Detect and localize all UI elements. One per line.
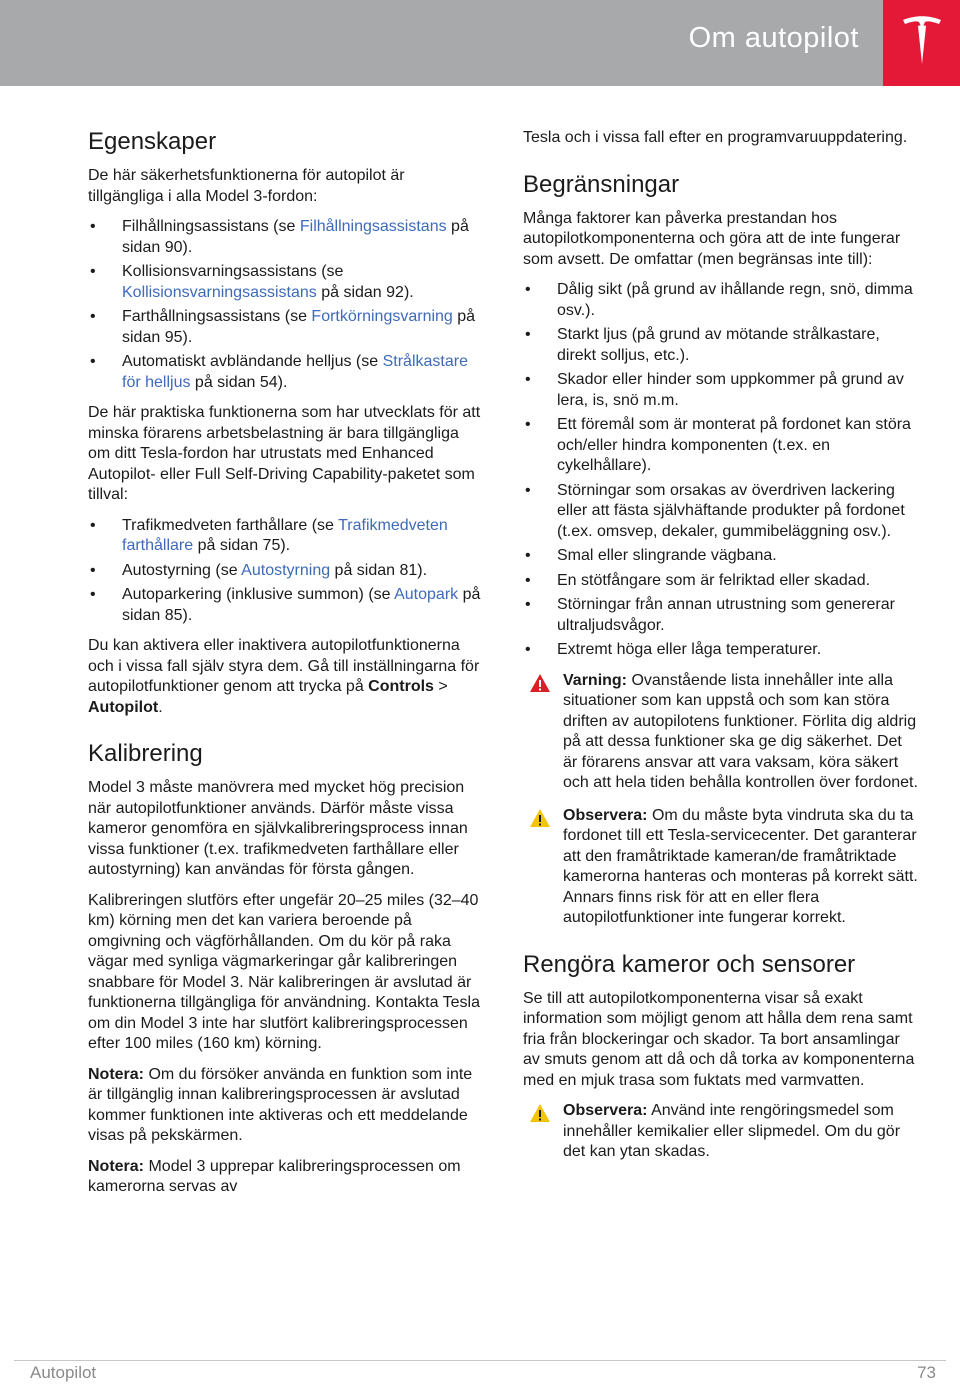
caution-label: Observera: <box>563 806 648 824</box>
list-item: • Smal eller slingrande vägbana. <box>523 546 918 567</box>
begransningar-heading: Begränsningar <box>523 170 680 198</box>
link-autopark[interactable]: Autopark <box>394 586 459 603</box>
caution-icon <box>529 808 551 828</box>
practical-intro: De här praktiska funktionerna som har utvecklats för att minska förarens arbetsbelastning är bara tillgängliga om ditt Tesla-fordon har utrustats med Enhanced Autopilot- eller Full Self-Driving Capability-paketet som tillval: <box>88 404 481 503</box>
kalibrering-paragraph-2: Kalibreringen slutförs efter ungefär 20–25 miles (32–40 km) körning men det kan variera beroende på omgivning och vägförhållanden. Om du kör på raka vägar med synliga vägmarkeringar går kalibreringen snabbare för Model 3. När kalibreringen är avslutad är funktionerna tillgängliga för användning. Kontakta Tesla om din Model 3 inte har slutfört kalibreringsprocessen efter 100 miles (160 km) körning. <box>88 891 480 1052</box>
tesla-logo-icon <box>901 14 943 70</box>
list-item: • En stötfångare som är felriktad eller skadad. <box>523 571 918 592</box>
list-item: • Farthållningsassistans (se Fortkörningsvarning på sidan 95). <box>88 307 483 348</box>
egenskaper-heading: Egenskaper <box>88 128 217 155</box>
brand-logo <box>883 0 960 86</box>
page-number: 73 <box>917 1363 936 1382</box>
list-item: • Kollisionsvarningsassistans (se Kollisionsvarningsassistans på sidan 92). <box>88 262 483 303</box>
footer-section: Autopilot <box>30 1363 97 1382</box>
footer-divider <box>14 1360 946 1361</box>
autopilot-label: Autopilot <box>88 698 159 716</box>
list-item: • Starkt ljus (på grund av mötande strålkastare, direkt solljus, etc.). <box>523 325 918 366</box>
caution-notice: Observera: Använd inte rengöringsmedel som innehåller kemikalier eller slipmedel. Om du gör det kan ytan skadas. <box>523 1101 918 1163</box>
link-filhallningsassistans[interactable]: Filhållningsassistans <box>299 218 447 235</box>
note-1: Notera: Om du försöker använda en funktion som inte är tillgänglig innan kalibreringsprocessen är avslutad kommer funktionen inte aktiveras och ett meddelande visas på pekskärmen. <box>88 1065 473 1144</box>
kalibrering-paragraph-1: Model 3 måste manövrera med mycket hög precision när autopilotfunktioner används. Därför måste vissa kameror genomföra en självkalibreringsprocess innan vissa funktioner (t.ex. trafikmedveten farthållare eller autostyrning) kan användas för första gången. <box>88 779 468 878</box>
warning-icon <box>529 673 551 693</box>
link-autostyrning[interactable]: Autostyrning <box>241 561 331 579</box>
continuation-text: Tesla och i vissa fall efter en programvaruuppdatering. <box>523 129 908 146</box>
kalibrering-heading: Kalibrering <box>88 740 203 767</box>
left-column <box>88 128 483 1208</box>
link-kollisionsvarningsassistans[interactable]: Kollisionsvarningsassistans <box>122 283 317 301</box>
link-trafikmedveten-farthallare[interactable]: Trafikmedveten farthållare <box>122 516 448 554</box>
caution-label: Observera: <box>563 1102 648 1119</box>
cleaning-heading: Rengöra kameror och sensorer <box>523 950 856 978</box>
page-title: Om autopilot <box>688 22 859 54</box>
right-column <box>523 128 918 1175</box>
safety-features-list <box>88 217 483 393</box>
link-fortkorningsvarning[interactable]: Fortkörningsvarning <box>311 308 453 325</box>
egenskaper-intro: De här säkerhetsfunktionerna för autopilot är tillgängliga i alla Model 3-fordon: <box>88 167 405 205</box>
list-item: • Dålig sikt (på grund av ihållande regn, snö, dimma osv.). <box>523 280 918 321</box>
list-item: • Trafikmedveten farthållare (se Trafikmedveten farthållare på sidan 75). <box>88 516 483 557</box>
note-label: Notera: <box>88 1065 145 1083</box>
list-item: • Autoparkering (inklusive summon) (se Autopark på sidan 85). <box>88 585 483 626</box>
list-item: • Automatiskt avbländande helljus (se Strålkastare för helljus på sidan 54). <box>88 352 483 393</box>
warning-notice: Varning: Ovanstående lista innehåller inte alla situationer som kan uppstå och som kan störa driften av autopilotens funktioner. Förlita dig aldrig på att dessa funktioner ska ge dig säkerhet. Det är förarens ansvar att vara vaksam, köra säkert och att hela tiden behålla kontrollen över fordonet. <box>523 671 918 794</box>
activate-paragraph: Du kan aktivera eller inaktivera autopilotfunktionerna och i vissa fall själv styra dem. Gå till inställningarna för autopilotfunktioner genom att trycka på Controls > Autopilot. <box>88 637 480 716</box>
list-item: • Skador eller hinder som uppkommer på grund av lera, is, snö m.m. <box>523 370 918 411</box>
list-item: • Autostyrning (se Autostyrning på sidan 81). <box>88 561 483 582</box>
link-stralkastare[interactable]: Strålkastare för helljus <box>122 353 468 391</box>
page-header <box>0 0 883 86</box>
limitations-list <box>523 280 918 661</box>
list-item: • Störningar från annan utrustning som genererar ultraljudsvågor. <box>523 595 918 636</box>
list-item: • Extremt höga eller låga temperaturer. <box>523 640 918 661</box>
caution-icon <box>529 1103 551 1123</box>
controls-label: Controls <box>368 678 434 695</box>
note-2: Notera: Model 3 upprepar kalibreringsprocessen om kamerorna servas av <box>88 1157 461 1195</box>
caution-notice: Observera: Om du måste byta vindruta ska du ta fordonet till ett Tesla-servicecenter. Det garanterar att den framåtriktade kameran/de framåtriktade kamerorna hanteras och monteras på korrekt sätt. Annars finns risk för att en eller flera autopilotfunktioner inte fungerar korrekt. <box>523 806 918 929</box>
warning-label: Varning: <box>563 671 628 689</box>
limits-intro: Många faktorer kan påverka prestandan hos autopilotkomponenterna och göra att de inte fungerar som avsett. De omfattar (men begränsas inte till): <box>523 209 901 268</box>
list-item: • Ett föremål som är monterat på fordonet kan störa och/eller hindra komponenten (t.ex. en cykelhållare). <box>523 415 918 477</box>
note-label: Notera: <box>88 1157 145 1175</box>
practical-features-list <box>88 516 483 627</box>
list-item: • Störningar som orsakas av överdriven lackering eller att fästa självhäftande produkter på fordonet (t.ex. omsvep, dekaler, gummibeläggning osv.). <box>523 481 918 543</box>
list-item: • Filhållningsassistans (se Filhållningsassistans på sidan 90). <box>88 217 483 258</box>
cleaning-paragraph: Se till att autopilotkomponenterna visar så exakt information som möjligt genom att hålla dem rena samt fria från blockeringar och skador. Ta bort ansamlingar av smuts genom att då och då torka av komponenterna med en mjuk trasa som fuktats med varmvatten. <box>523 989 915 1089</box>
